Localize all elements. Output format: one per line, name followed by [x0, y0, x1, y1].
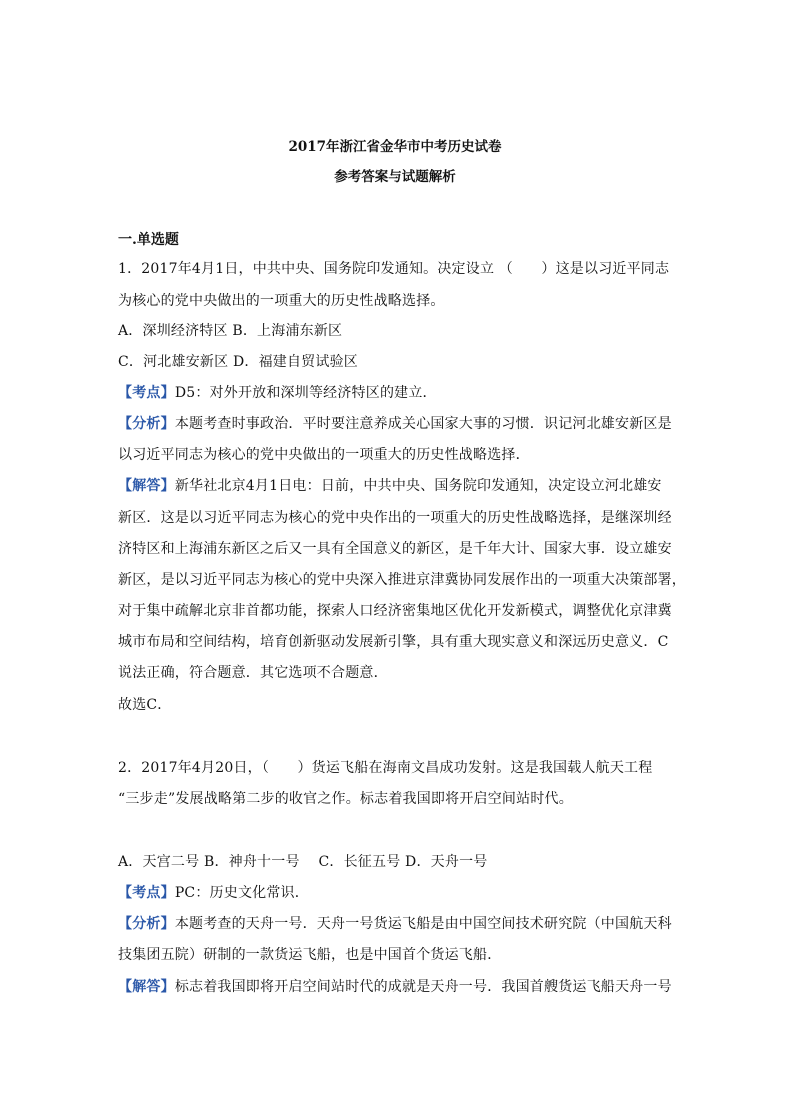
- exam-title: 2017年浙江省金华市中考历史试卷: [288, 139, 502, 155]
- q2-jieda-text-1: 标志着我国即将开启空间站时代的成就是天舟一号．我国首艘货运飞船天舟一号: [174, 979, 672, 995]
- q1-kaodian: [118, 384, 678, 402]
- q1-fenxi-text-1: 本题考查时事政治．平时要注意养成关心国家大事的习惯．识记河北雄安新区是: [174, 416, 672, 432]
- q1-jieda-line-5: 对于集中疏解北京非首都功能，探索人口经济密集地区优化开发新模式，调整优化京津冀: [118, 603, 672, 619]
- section-heading: 一.单选题: [118, 232, 179, 248]
- q2-fenxi-text-1: 本题考查的天舟一号．天舟一号货运飞船是由中国空间技术研究院（中国航天科: [174, 916, 672, 932]
- q1-jieda-line-6: 城市布局和空间结构，培育创新驱动发展新引擎，具有重大现实意义和深远历史意义．C: [118, 634, 669, 650]
- q2-kaodian: [118, 884, 678, 902]
- q1-fenxi-line-2: 以习近平同志为核心的党中央做出的一项重大的历史性战略选择．: [118, 447, 530, 463]
- q1-fenxi: [118, 415, 678, 433]
- q1-stem-line-1: 1．2017年4月1日，中共中央、国务院印发通知。决定设立 （ ）这是以习近平同志: [118, 261, 670, 277]
- kaodian-tag: 【考点】: [118, 385, 175, 401]
- q2-kaodian-text: PC：历史文化常识．: [174, 885, 309, 901]
- q1-jieda-line-2: 新区．这是以习近平同志为核心的党中央作出的一项重大的历史性战略选择，是继深圳经: [118, 510, 672, 526]
- q2-options: A．天宫二号 B．神舟十一号 C．长征五号 D．天舟一号: [118, 854, 488, 870]
- jieda-tag: 【解答】: [118, 979, 175, 995]
- q2-fenxi: [118, 915, 678, 933]
- q1-jieda-line-7: 说法正确，符合题意．其它选项不合题意．: [118, 665, 388, 681]
- q2-stem-line-2: “三步走”发展战略第二步的收官之作。标志着我国即将开启空间站时代。: [118, 791, 573, 807]
- q2-stem-line-1: 2．2017年4月20日，（ ）货运飞船在海南文昌成功发射。这是我国载人航天工程: [118, 760, 653, 776]
- fenxi-tag: 【分析】: [118, 416, 175, 432]
- q1-options-ab: A．深圳经济特区 B．上海浦东新区: [118, 323, 343, 339]
- q2-fenxi-line-2: 技集团五院）研制的一款货运飞船，也是中国首个货运飞船．: [118, 947, 502, 963]
- q1-options-cd: C．河北雄安新区 D．福建自贸试验区: [118, 354, 358, 370]
- q1-jieda: [118, 477, 678, 495]
- q1-jieda-line-4: 新区，是以习近平同志为核心的党中央深入推进京津冀协同发展作出的一项重大决策部署，: [118, 572, 686, 588]
- exam-subtitle: 参考答案与试题解析: [334, 169, 456, 185]
- q1-answer: 故选C．: [118, 697, 172, 713]
- q2-jieda: [118, 978, 678, 996]
- q1-jieda-line-3: 济特区和上海浦东新区之后又一具有全国意义的新区，是千年大计、国家大事．设立雄安: [118, 541, 672, 557]
- q1-jieda-text-1: 新华社北京4月1日电：日前，中共中央、国务院印发通知，决定设立河北雄安: [174, 478, 662, 494]
- q1-kaodian-text: D5：对外开放和深圳等经济特区的建立．: [174, 385, 437, 401]
- q1-stem-line-2: 为核心的党中央做出的一项重大的历史性战略选择。: [118, 293, 445, 309]
- jieda-tag: 【解答】: [118, 478, 175, 494]
- fenxi-tag: 【分析】: [118, 916, 175, 932]
- kaodian-tag: 【考点】: [118, 885, 175, 901]
